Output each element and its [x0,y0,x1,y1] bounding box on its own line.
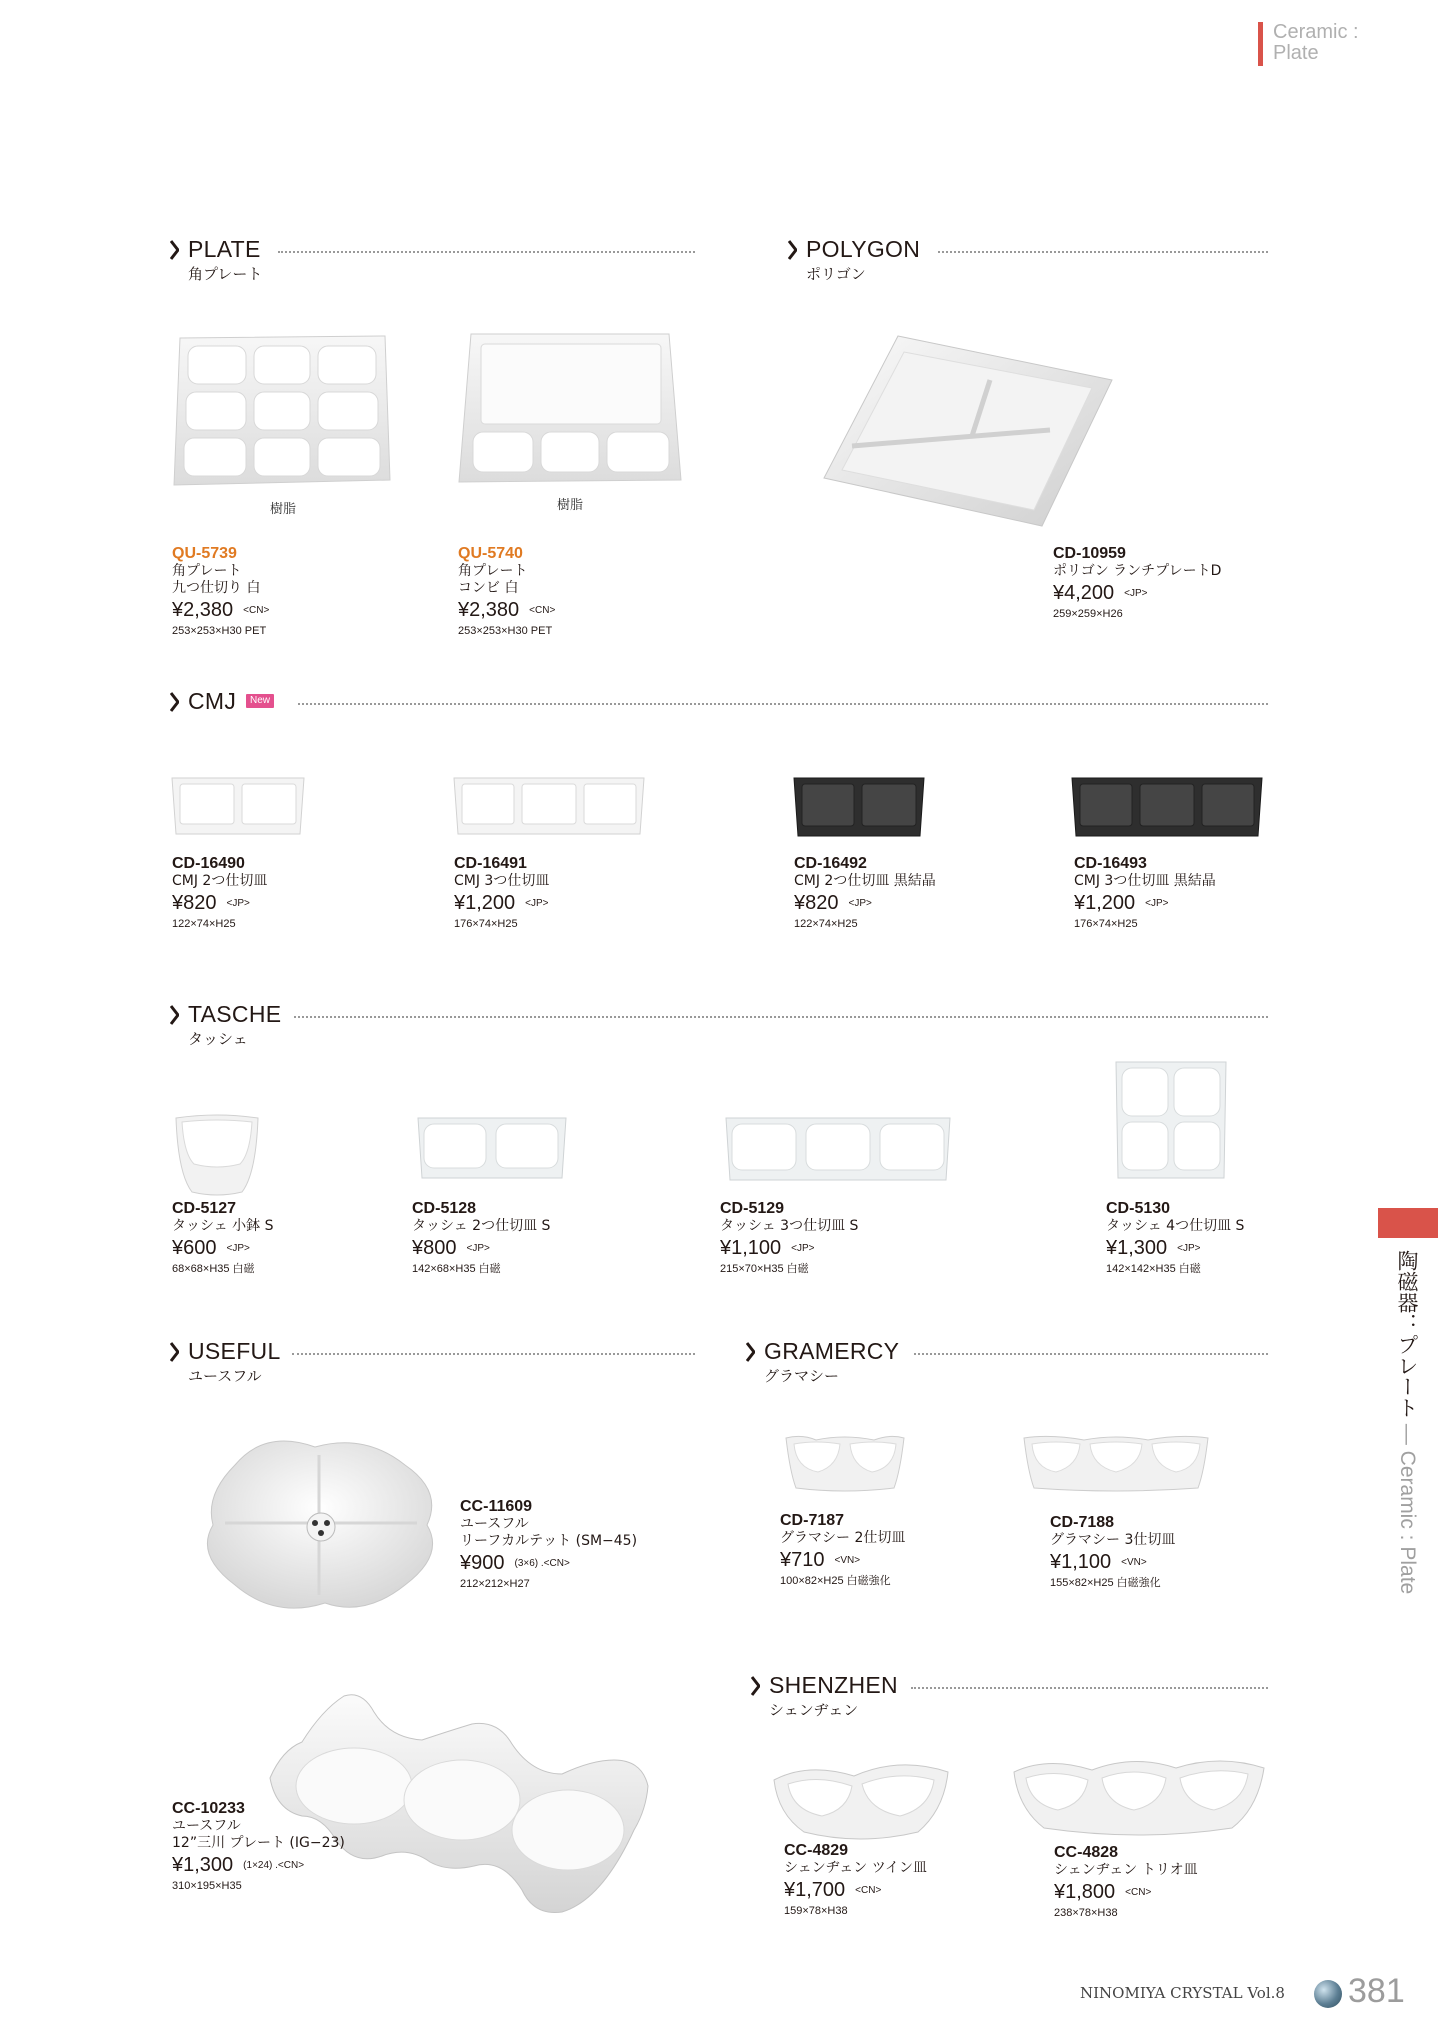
product-price: ¥820 [794,892,839,914]
product-price: ¥2,380 [172,599,234,621]
product-price: ¥2,380 [458,599,520,621]
product-image-qu5739 [170,330,392,490]
product-code: CD-16492 [794,855,867,872]
chevron-right-icon [170,239,179,261]
chevron-right-icon [751,1675,760,1697]
product-name: タッシェ 小鉢 S [172,1218,274,1234]
product-dimensions: 176×74×H25 [1074,918,1138,930]
dotted-rule [938,251,1268,253]
product-image-cc11609 [195,1435,445,1615]
product-cd16491 [454,855,549,931]
new-badge: New [246,694,274,708]
product-name: CMJ 3つ仕切皿 黒結晶 [1074,873,1216,889]
product-name: CMJ 2つ仕切皿 黒結晶 [794,873,936,889]
product-code: CD-10959 [1053,545,1126,562]
product-cd5130 [1106,1200,1244,1276]
product-image-cd16493 [1070,776,1264,840]
chevron-right-icon [788,239,797,261]
side-label-en: Ceramic : Plate [1396,1450,1419,1595]
dotted-rule [294,1016,1268,1018]
product-name-line-2: コンビ 白 [458,580,519,596]
section-title: TASCHE [188,1001,282,1027]
origin-code: <JP> [466,1243,490,1254]
origin-code: (3×6) .<CN> [514,1558,570,1569]
origin-code: <JP> [525,898,549,909]
product-code: CD-7188 [1050,1514,1115,1531]
product-dimensions: 212×212×H27 [460,1578,530,1590]
page-footer [1080,1968,1420,2008]
section-subtitle: タッシェ [188,1030,248,1048]
chevron-right-icon [170,691,179,713]
product-name: CMJ 2つ仕切皿 [172,873,268,889]
corner-line-2: Plate [1273,42,1319,64]
section-subtitle: 角プレート [188,265,263,283]
origin-code: <JP> [1124,588,1148,599]
section-title: GRAMERCY [764,1338,900,1364]
product-name: シェンヂェン ツイン皿 [784,1860,928,1876]
product-cd16490 [172,855,267,931]
product-price: ¥1,200 [454,892,516,914]
product-image-cd5127 [172,1114,262,1198]
corner-category-label [1258,22,1359,66]
product-image-cd10959 [820,330,1120,530]
product-code: CD-16491 [454,855,527,872]
section-title: PLATE [188,236,261,262]
section-header-plate [170,235,695,295]
product-price: ¥710 [780,1549,825,1571]
product-name-line-2: 九つ仕切り 白 [172,580,261,596]
product-price: ¥1,800 [1054,1881,1116,1903]
product-image-cd7187 [782,1432,908,1494]
product-image-cd16491 [452,776,646,838]
product-code: CD-5128 [412,1200,477,1217]
origin-code: <CN> [529,605,556,616]
product-name: グラマシー 2仕切皿 [780,1530,906,1546]
product-code: QU-5739 [172,545,237,562]
section-header-useful [170,1337,695,1397]
dotted-rule [914,1353,1268,1355]
product-image-cc4829 [768,1756,954,1842]
product-image-cd5128 [414,1114,570,1182]
product-image-cd7188 [1020,1432,1212,1494]
product-image-qu5740 [455,330,685,486]
product-dimensions: 159×78×H38 [784,1905,848,1917]
side-category-label: 陶磁器：プレート — Ceramic : Plate [1395,1250,1419,1595]
section-title: USEFUL [188,1338,281,1364]
product-dimensions: 142×142×H35 白磁 [1106,1263,1201,1275]
product-dimensions: 155×82×H25 白磁強化 [1050,1577,1161,1589]
section-title: CMJ [188,688,237,714]
product-cc10233 [172,1800,345,1893]
product-code: CC-4829 [784,1842,849,1859]
section-subtitle: ポリゴン [806,265,866,283]
product-price: ¥600 [172,1237,217,1259]
origin-code: <JP> [1177,1243,1201,1254]
product-image-cd5129 [722,1114,954,1184]
product-cd5129 [720,1200,858,1276]
origin-code: (1×24) .<CN> [243,1860,305,1871]
dotted-rule [911,1687,1268,1689]
product-cd5128 [412,1200,550,1276]
product-price: ¥1,300 [1106,1237,1168,1259]
product-image-cd16492 [792,776,926,840]
origin-code: <JP> [226,1243,250,1254]
product-price: ¥900 [460,1552,505,1574]
product-qu5740 [458,545,555,638]
origin-code: <CN> [1125,1887,1152,1898]
product-dimensions: 142×68×H35 白磁 [412,1263,501,1275]
catalog-brand: NINOMIYA CRYSTAL Vol.8 [1080,1984,1285,2002]
product-name: ポリゴン ランチプレートD [1053,563,1222,579]
origin-code: <CN> [243,605,270,616]
product-cd7187 [780,1512,905,1588]
section-header-shenzhen [751,1671,1268,1731]
product-price: ¥1,100 [720,1237,782,1259]
material-note: 樹脂 [270,502,297,517]
product-name: CMJ 3つ仕切皿 [454,873,550,889]
dotted-rule [278,251,695,253]
section-subtitle: ユースフル [188,1367,262,1385]
product-name: 角プレート [172,563,242,579]
dotted-rule [298,703,1268,705]
product-code: CC-10233 [172,1800,245,1817]
chevron-right-icon [170,1004,179,1026]
origin-code: <VN> [1121,1557,1147,1568]
product-name: タッシェ 3つ仕切皿 S [720,1218,859,1234]
product-name: グラマシー 3仕切皿 [1050,1532,1176,1548]
product-code: CD-16490 [172,855,245,872]
product-dimensions: 122×74×H25 [794,918,858,930]
product-dimensions: 68×68×H35 白磁 [172,1263,255,1275]
section-title: SHENZHEN [769,1672,898,1698]
section-header-polygon [788,235,1268,295]
origin-code: <JP> [791,1243,815,1254]
chevron-right-icon [170,1341,179,1363]
product-dimensions: 238×78×H38 [1054,1907,1118,1919]
product-price: ¥820 [172,892,217,914]
product-name: 角プレート [458,563,528,579]
product-dimensions: 100×82×H25 白磁強化 [780,1575,891,1587]
product-dimensions: 176×74×H25 [454,918,518,930]
product-code: CC-11609 [460,1498,533,1515]
product-dimensions: 253×253×H30 PET [172,625,267,637]
product-dimensions: 253×253×H30 PET [458,625,553,637]
product-price: ¥1,200 [1074,892,1136,914]
chevron-right-icon [746,1341,755,1363]
origin-code: <JP> [226,898,250,909]
origin-code: <JP> [848,898,872,909]
product-name-line-2: リーフカルテット (SM−45) [460,1533,638,1549]
product-dimensions: 259×259×H26 [1053,608,1123,620]
product-code: QU-5740 [458,545,523,562]
material-note: 樹脂 [557,498,584,513]
product-code: CD-16493 [1074,855,1147,872]
origin-code: <CN> [855,1885,882,1896]
product-code: CD-5129 [720,1200,785,1217]
section-subtitle: グラマシー [764,1367,840,1385]
product-qu5739 [172,545,269,638]
product-code: CD-5130 [1106,1200,1171,1217]
product-cc4828 [1054,1844,1198,1920]
product-dimensions: 310×195×H35 [172,1880,242,1892]
side-label-jp: 陶磁器：プレート [1395,1250,1419,1418]
page-number: 381 [1348,1972,1405,2010]
product-name: ユースフル [460,1516,529,1532]
product-name-line-2: 12”三川 プレート (IG−23) [172,1835,345,1851]
origin-code: <VN> [834,1555,861,1566]
product-image-cd5130 [1112,1058,1230,1182]
product-name: タッシェ 4つ仕切皿 S [1106,1218,1245,1234]
side-tab-marker [1378,1208,1438,1238]
globe-icon [1314,1980,1342,2008]
section-header-gramercy [746,1337,1268,1397]
product-price: ¥1,100 [1050,1551,1112,1573]
product-price: ¥1,300 [172,1854,234,1876]
product-name: ユースフル [172,1818,241,1834]
product-cd5127 [172,1200,274,1276]
product-cd7188 [1050,1514,1175,1590]
product-image-cc4828 [1008,1752,1270,1838]
product-price: ¥800 [412,1237,457,1259]
product-cd16492 [794,855,936,931]
product-dimensions: 122×74×H25 [172,918,236,930]
product-cd16493 [1074,855,1216,931]
corner-line-1: Ceramic : [1273,21,1359,43]
product-code: CC-4828 [1054,1844,1119,1861]
product-name: シェンヂェン トリオ皿 [1054,1862,1198,1878]
product-price: ¥4,200 [1053,582,1115,604]
product-cc4829 [784,1842,927,1918]
product-cc11609 [460,1498,637,1591]
product-code: CD-5127 [172,1200,237,1217]
product-cd10959 [1053,545,1221,621]
origin-code: <JP> [1145,898,1169,909]
dotted-rule [292,1353,695,1355]
product-image-cd16490 [170,776,306,838]
product-name: タッシェ 2つ仕切皿 S [412,1218,551,1234]
product-dimensions: 215×70×H35 白磁 [720,1263,809,1275]
section-header-tasche [170,1000,1268,1060]
section-subtitle: シェンヂェン [769,1701,859,1719]
product-price: ¥1,700 [784,1879,846,1901]
section-header-cmj [170,687,1268,717]
product-code: CD-7187 [780,1512,845,1529]
section-title: POLYGON [806,236,921,262]
